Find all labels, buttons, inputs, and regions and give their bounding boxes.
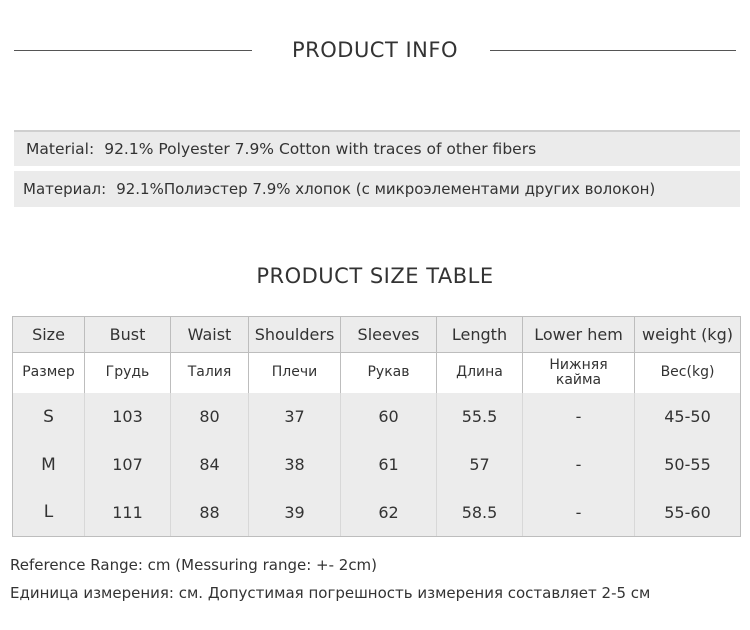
lower-hem-cell: - bbox=[523, 441, 635, 489]
waist-cell: 84 bbox=[171, 441, 249, 489]
header-length: Length bbox=[437, 317, 523, 353]
material-label-ru: Материал: bbox=[23, 180, 107, 198]
size-cell: L bbox=[13, 489, 85, 537]
weight-cell: 55-60 bbox=[635, 489, 741, 537]
shoulders-cell: 38 bbox=[249, 441, 341, 489]
header-bust: Bust bbox=[85, 317, 171, 353]
header-shoulders-ru: Плечи bbox=[249, 353, 341, 393]
length-cell: 58.5 bbox=[437, 489, 523, 537]
shoulders-cell: 39 bbox=[249, 489, 341, 537]
bust-cell: 111 bbox=[85, 489, 171, 537]
header-size-ru: Размер bbox=[13, 353, 85, 393]
header-row-en bbox=[13, 317, 741, 353]
header-lower-hem: Lower hem bbox=[523, 317, 635, 353]
header-bust-ru: Грудь bbox=[85, 353, 171, 393]
size-table bbox=[12, 316, 741, 537]
reference-note-ru: Единица измерения: см. Допустимая погрешность измерения составляет 2-5 см bbox=[10, 584, 651, 602]
bust-cell: 107 bbox=[85, 441, 171, 489]
material-row-en bbox=[14, 130, 740, 166]
size-table-title: PRODUCT SIZE TABLE bbox=[256, 264, 494, 288]
sleeves-cell: 62 bbox=[341, 489, 437, 537]
reference-note-en: Reference Range: cm (Messuring range: +- 2cm) bbox=[10, 556, 378, 574]
header-lower-hem-ru: Нижняя кайма bbox=[523, 353, 635, 393]
lower-hem-cell: - bbox=[523, 393, 635, 441]
lower-hem-cell: - bbox=[523, 489, 635, 537]
material-value-en: 92.1% Polyester 7.9% Cotton with traces of other fibers bbox=[104, 140, 537, 158]
title-divider-right bbox=[490, 50, 736, 51]
table-row bbox=[13, 489, 741, 537]
weight-cell: 45-50 bbox=[635, 393, 741, 441]
length-cell: 55.5 bbox=[437, 393, 523, 441]
shoulders-cell: 37 bbox=[249, 393, 341, 441]
table-row bbox=[13, 441, 741, 489]
sleeves-cell: 61 bbox=[341, 441, 437, 489]
header-sleeves: Sleeves bbox=[341, 317, 437, 353]
header-size: Size bbox=[13, 317, 85, 353]
header-shoulders: Shoulders bbox=[249, 317, 341, 353]
waist-cell: 80 bbox=[171, 393, 249, 441]
header-weight: weight (kg) bbox=[635, 317, 741, 353]
weight-cell: 50-55 bbox=[635, 441, 741, 489]
header-row-ru bbox=[13, 353, 741, 393]
material-label-en: Material: bbox=[26, 140, 95, 158]
product-info-title: PRODUCT INFO bbox=[291, 38, 458, 62]
sleeves-cell: 60 bbox=[341, 393, 437, 441]
material-row-ru bbox=[14, 171, 740, 207]
size-cell: M bbox=[13, 441, 85, 489]
waist-cell: 88 bbox=[171, 489, 249, 537]
header-waist: Waist bbox=[171, 317, 249, 353]
bust-cell: 103 bbox=[85, 393, 171, 441]
material-value-ru: 92.1%Полиэстер 7.9% хлопок (с микроэлементами других волокон) bbox=[116, 180, 656, 198]
header-weight-ru: Вес(kg) bbox=[635, 353, 741, 393]
length-cell: 57 bbox=[437, 441, 523, 489]
header-sleeves-ru: Рукав bbox=[341, 353, 437, 393]
table-row bbox=[13, 393, 741, 441]
header-waist-ru: Талия bbox=[171, 353, 249, 393]
header-length-ru: Длина bbox=[437, 353, 523, 393]
size-cell: S bbox=[13, 393, 85, 441]
